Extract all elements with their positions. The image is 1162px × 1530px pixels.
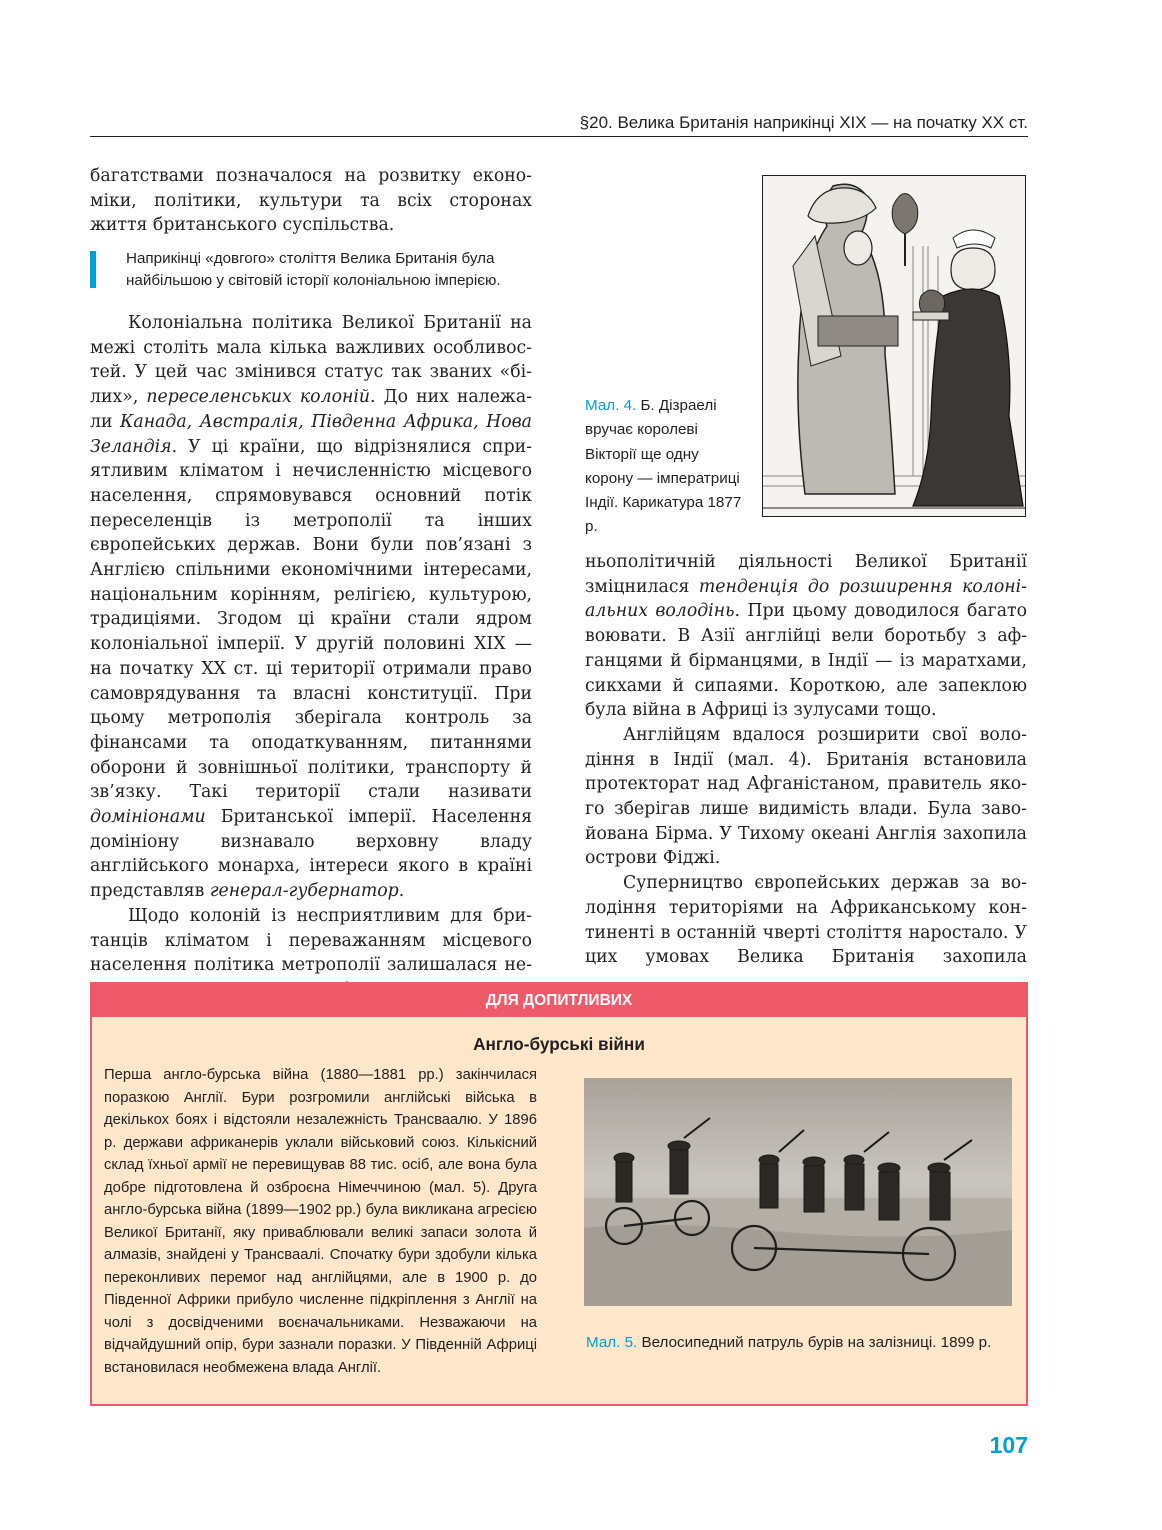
note-text — [126, 248, 536, 292]
text-line: життя британського суспільства. — [90, 215, 395, 236]
italic-term: Канада, Австралія, Південна Африка, Нова Зеландія — [90, 411, 532, 457]
for-curious-box — [90, 982, 1028, 1406]
paragraph: Суперництво європейських держав за володіння територіями на Африканському континенті в останній чверті століття наростало. У цих умовах Велика Британія захопила — [585, 873, 1027, 968]
note-accent-bar — [90, 251, 96, 288]
paragraph: Англійцям вдалося розширити свої володіння в Індії (мал. 4). Британія встановила протекторат над Афганістаном, правитель якого зберігав лише видимість влади. Була завойована Бірма. У Тихому океані Англія захопила острови Фіджі. — [585, 724, 1027, 869]
italic-term: переселенських колоній — [146, 387, 371, 408]
figure-5-caption — [586, 1331, 1010, 1354]
page-number: 107 — [989, 1432, 1028, 1458]
text-span: . При цьому доводилося багато воювати. В Азії англійці вели боротьбу з афганцями й бірманцями, в Індії — із маратхами, сикхами й сипаями. Короткою, але запеклою була війна в Африці із зулусами тощо. — [585, 601, 1028, 721]
text-line: багатствами позначалося на розвитку еконо- — [90, 166, 532, 186]
text-span: Британської імперії. Населення домініону визнавало верховну владу англійського монарха, інтереси якого в країні представляв — [90, 807, 532, 902]
running-title: §20. Велика Британія наприкінці XIX — на початку XX ст. — [579, 113, 1028, 132]
figure-5-label: Мал. 5. — [586, 1334, 638, 1351]
key-note — [90, 248, 536, 290]
italic-term: домініонами — [90, 807, 206, 828]
box-text: Перша англо-бурська війна (1880—1881 рр.) закінчилася поразкою Англії. Бури розгромили англійські війська в декількох боях і відстояли незалежність Трансваалю. У 1896 р. держави африканерів уклали військовий союз. Кількісний склад їхньої армії не перевищував 88 тис. осіб, але вона була добре підготовлена й озброєна Німеччиною (мал. 5). Друга англо-бурська війна (1899—1902 рр.) була викликана агресією Великої Британії, яку приваблювали великі запаси золота й алмазів, знайдені у Трансваалі. Спочатку бури здобули кілька переконливих перемог над англійцями, але в 1900 р. до Південної Африки прибуло численне підкріплення з Англії на чолі з досвідченими воєначальниками. Незважаючи на відчайдушний опір, бури зазнали поразки. У Південній Африці встановилася необмежена влада Англії. — [104, 1067, 537, 1376]
header-rule — [90, 136, 1028, 137]
paragraph — [90, 311, 532, 904]
text-span: Колоніальна політика Великої Британії на межі століть мала кілька важливих особливостей. У цей час змінився статус так званих «білих», — [90, 313, 532, 408]
figure-4-caricature — [762, 175, 1026, 517]
figure-4-caption — [585, 394, 745, 540]
paragraph — [585, 550, 1027, 723]
box-title: Англо-бурські війни — [473, 1034, 645, 1054]
text-span: . У ці країни, що відрізнялися сприятливим кліматом і нечисленністю місцевого населення, спрямовувався основний потік переселенців із метрополії та інших європейських держав. Вони були пов’язані з Англією спільними економічними інтересами, національним корінням, релігією, культурою, традиціями. Згодом ці країни стали ядром колоніальної імперії. У другій половині XIX — на початку XX ст. ці території отримали право самоврядування та власні конституції. При цьому метрополія зберігала контроль за фінансами та оподаткуванням, питаннями оборони й зовнішньої політики, транспорту й зв’язку. Такі території стали називати — [90, 436, 532, 803]
note-line: Наприкінці «довгого» століття Велика Британія була — [126, 250, 495, 267]
figure-5-photo — [584, 1078, 1012, 1306]
paragraph: Щодо колоній із несприятливим для британців кліматом і переважанням місцевого населення політика метрополії залишалася не — [90, 905, 532, 976]
right-column-body — [585, 550, 1027, 970]
caricature-illustration — [763, 176, 1025, 516]
note-line: найбільшою у світовій історії колоніальною імперією. — [126, 272, 501, 289]
text-span: . До них належали — [90, 387, 532, 432]
text-line: міки, політики, культури та всіх сторонах — [90, 190, 532, 211]
italic-term: тенденція до розширення колоніальних володінь — [585, 576, 1027, 622]
text-span: . — [398, 881, 405, 902]
figure-4-caption-text: Б. Дізраелі вручає королеві Вікторії ще одну корону — імператриці Індії. Карикатура 1877 р. — [585, 397, 742, 536]
text-span: ньополітичній діяльності Великої Британії зміцнилася — [585, 552, 1027, 597]
left-column-intro — [90, 164, 532, 238]
figure-4-label: Мал. 4. — [585, 397, 637, 414]
italic-term: генерал-губернатор — [209, 881, 399, 902]
bicycle-patrol-photo — [584, 1078, 1012, 1306]
box-header: ДЛЯ ДОПИТЛИВИХ — [92, 984, 1026, 1017]
left-column-body — [90, 311, 532, 1003]
figure-5-caption-text: Велосипедний патруль бурів на залізниці. 1899 р. — [637, 1334, 992, 1351]
